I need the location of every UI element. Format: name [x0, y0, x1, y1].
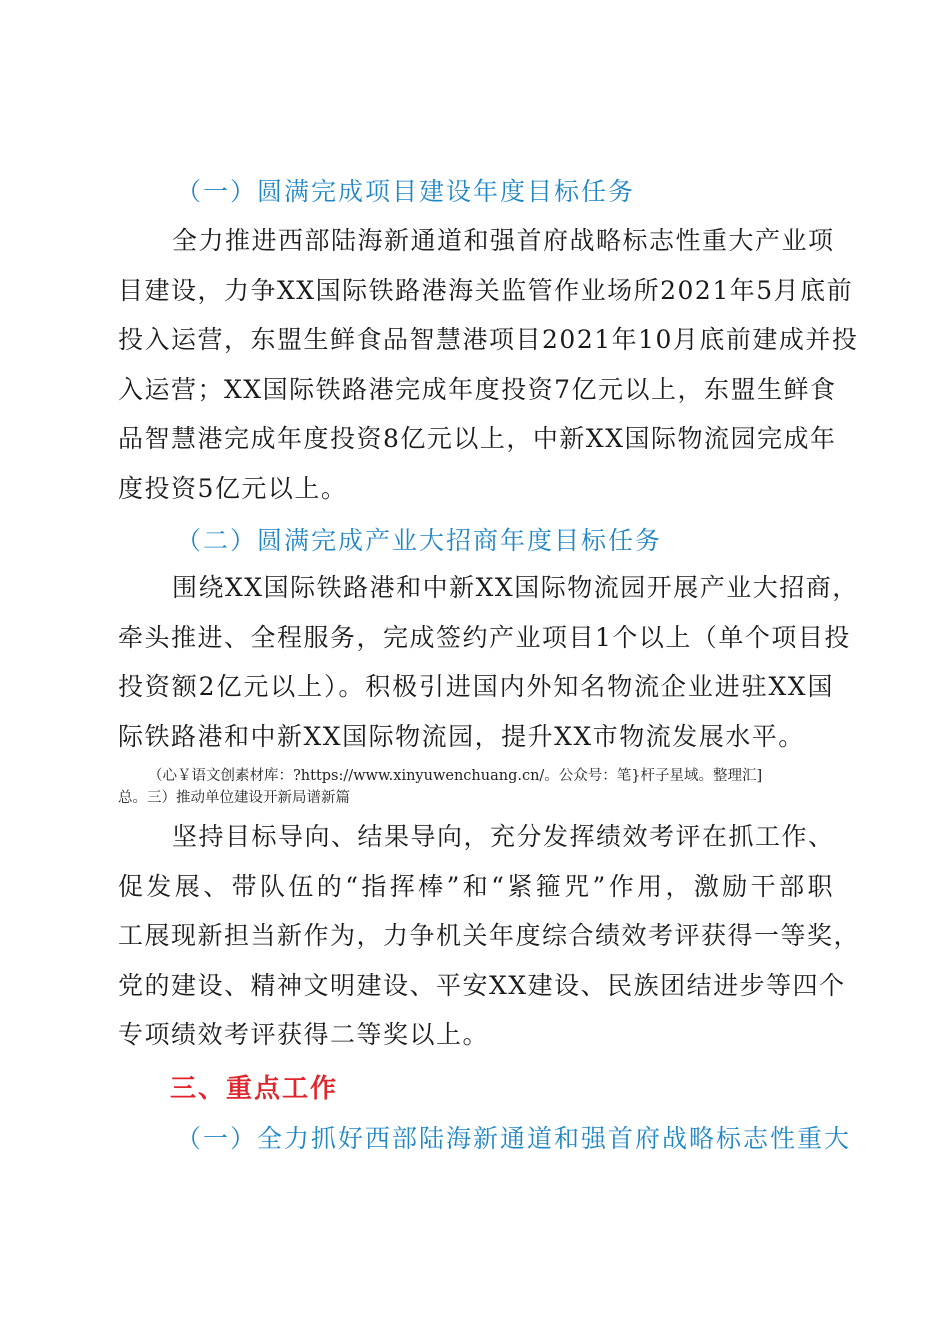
section-three-paragraph: [118, 812, 861, 1060]
paragraph-line: 坚持目标导向、结果导向，充分发挥绩效考评在抓工作、: [172, 822, 835, 851]
section-one-heading: （一）圆满完成项目建设年度目标任务: [176, 177, 636, 206]
paragraph-line: 际铁路港和中新XX国际物流园，提升XX市物流发展水平。: [118, 721, 805, 751]
note-line: （心￥语文创素材库：?https://www.xinyuwenchuang.cn/。公众号：笔}杆子星域。整理汇]: [148, 768, 763, 784]
key-work-sub-heading: （一）全力抓好西部陆海新通道和强首府战略标志性重大: [176, 1124, 852, 1153]
paragraph-line: 投资额2亿元以上）。积极引进国内外知名物流企业进驻XX国: [118, 672, 834, 702]
section-two-paragraph: [118, 563, 859, 761]
paragraph-line: 党的建设、精神文明建设、平安XX建设、民族团结进步等四个: [118, 970, 846, 1000]
key-work-heading: 三、重点工作: [170, 1074, 339, 1104]
source-note: [118, 765, 834, 809]
section-one-paragraph: [118, 216, 859, 514]
paragraph-line: 入运营；XX国际铁路港完成年度投资7亿元以上，东盟生鲜食: [118, 374, 837, 404]
paragraph-line: 促发展、带队伍的“指挥棒”和“紧箍咒”作用，激励干部职: [118, 871, 834, 901]
paragraph-line: 全力推进西部陆海新通道和强首府战略标志性重大产业项: [172, 226, 835, 255]
paragraph-line: 投入运营，东盟生鲜食品智慧港项目2021年10月底前建成并投: [118, 325, 859, 355]
paragraph-line: 牵头推进、全程服务，完成签约产业项目1个以上（单个项目投: [118, 622, 851, 652]
paragraph-line: 工展现新担当新作为，力争机关年度综合绩效考评获得一等奖，: [118, 921, 861, 951]
paragraph-line: 围绕XX国际铁路港和中新XX国际物流园开展产业大招商，: [172, 573, 859, 602]
paragraph-line: 度投资5亿元以上。: [118, 473, 348, 503]
paragraph-line: 品智慧港完成年度投资8亿元以上，中新XX国际物流园完成年: [118, 424, 837, 454]
paragraph-line: 目建设，力争XX国际铁路港海关监管作业场所2021年5月底前: [118, 275, 854, 305]
section-two-heading: （二）圆满完成产业大招商年度目标任务: [176, 526, 663, 555]
paragraph-line: 专项绩效考评获得二等奖以上。: [118, 1020, 490, 1050]
note-line: 总。三）推动单位建设开新局谱新篇: [118, 790, 350, 806]
